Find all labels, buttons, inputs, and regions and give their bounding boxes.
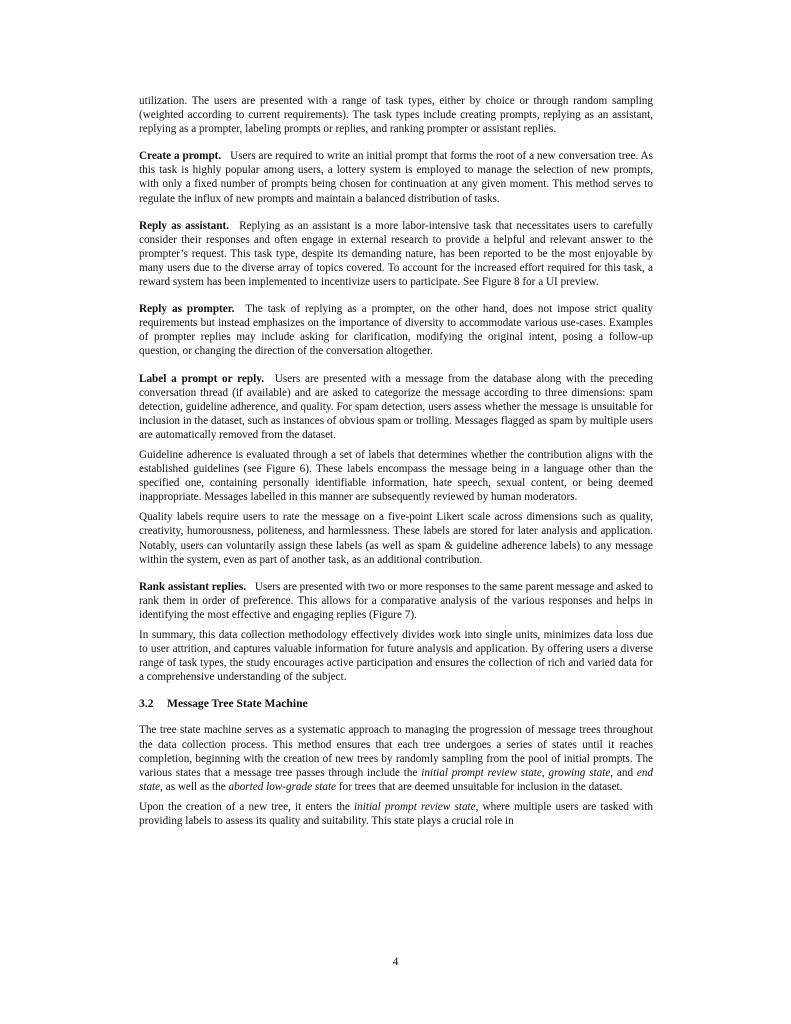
create-prompt-title: Create a prompt. xyxy=(139,150,222,163)
intro-paragraph: utilization. The users are presented with a range of task types, either by choice or through random sampling (weighted according to current requirements). The task types include creating prompts, replying as an assistant, replying as a prompter, labeling prompts or replies, and ranking prompter or assistant replies. xyxy=(139,95,653,136)
rank-paragraph xyxy=(139,580,653,622)
section-heading xyxy=(139,697,653,711)
state-machine-paragraph xyxy=(139,723,653,793)
sm-sep: , xyxy=(541,766,549,779)
rank-title: Rank assistant replies. xyxy=(139,580,247,593)
rank-text: Users are presented with two or more responses to the same parent message and asked to rank them in order of preference. This allows for a comparative analysis of the various responses and helps in identifying the most effective and engaging replies (Figure 7). xyxy=(139,580,653,621)
page-number: 4 xyxy=(392,956,399,968)
sm-p2-end: , where multiple users are tasked with providing labels to assess its quality and suitability. This state plays a crucial role in xyxy=(139,800,653,828)
section-number: 3.2 xyxy=(139,697,154,711)
label-text: Users are presented with a message from the database along with the preceding conversation thread (if available) and are asked to categorize the message according to three dimensions: spam detection, guideline adherence, and quality. For spam detection, users assess whether the message is unsuitable for inclusion in the dataset, such as instances of obvious spam or trolling. Messages flagged as spam by multiple users are automatically removed from the dataset. xyxy=(139,372,654,441)
sm-sep: , as well as the xyxy=(160,780,229,793)
sm-state-aborted: aborted low-grade state xyxy=(228,780,337,793)
reply-assistant-text: Replying as an assistant is a more labor-intensive task that necessitates users to carefully consider their responses and often engage in external research to provide a helpful and relevant answer to the prompter’s request. This task type, despite its demanding nature, has been reported to be the most enjoyable by many users due to the diverse array of topics covered. To account for the increased effort required for this task, a reward system has been implemented to incentivize users to participate. See Figure 8 for a UI preview. xyxy=(139,219,654,289)
sm-p1-end: for trees that are deemed unsuitable for inclusion in the dataset. xyxy=(336,780,623,793)
sm-p2-state: initial prompt review state xyxy=(354,800,476,813)
reply-prompter-title: Reply as prompter. xyxy=(139,303,235,316)
reply-prompter-text: The task of replying as a prompter, on the other hand, does not impose strict quality requirements but instead emphasizes on the importance of diversity to accommodate various use-cases. Examples of prompter replies may include asking for clarification, modifying the original intent, posing a follow-up question, or changing the direction of the conversation altogether. xyxy=(139,303,653,358)
paper-page-body xyxy=(139,94,653,834)
reply-assistant-paragraph xyxy=(139,219,653,289)
label-paragraph xyxy=(139,372,653,442)
reply-prompter-paragraph xyxy=(139,302,653,358)
create-prompt-paragraph xyxy=(139,149,653,205)
sm-p2-start: Upon the creation of a new tree, it enters the xyxy=(139,800,355,813)
reply-assistant-title: Reply as assistant. xyxy=(139,219,230,232)
create-prompt-text: Users are required to write an initial prompt that forms the root of a new conversation tree. As this task is highly popular among users, a lottery system is employed to manage the selection of new prompts, with only a fixed number of prompts being chosen for continuation at any given moment. This method serves to regulate the influx of new prompts and maintain a balanced distribution of tasks. xyxy=(139,150,653,205)
sm-state-initial-review: initial prompt review state xyxy=(421,766,542,779)
sm-p1-start: The tree state machine serves as a systematic approach to managing the progression of message trees throughout the data collection process. This method ensures that each tree undergoes a series of states until it reaches completion, beginning with the creation of new trees by randomly sampling from the pool of initial prompts. The various states that a message tree passes through include the xyxy=(139,724,653,779)
guideline-paragraph: Guideline adherence is evaluated through a set of labels that determines whether the contribution aligns with the established guidelines (see Figure 6). These labels encompass the message being in a language other than the specified one, containing personally identifiable information, hate speech, sexual content, or being deemed inappropriate. Messages labelled in this manner are subsequently reviewed by human moderators. xyxy=(139,448,653,504)
label-title: Label a prompt or reply. xyxy=(139,372,264,385)
sm-state-growing: growing state xyxy=(548,766,611,779)
sm-sep: , and xyxy=(610,766,637,779)
sm-state-end: end state xyxy=(139,766,654,793)
quality-paragraph: Quality labels require users to rate the message on a five-point Likert scale across dimensions such as quality, creativity, humorousness, politeness, and harmlessness. These labels are stored for later analysis and application. Notably, users can voluntarily assign these labels (as well as spam & guideline adherence labels) to any message within the system, even as part of another task, as an additional contribution. xyxy=(139,511,653,566)
summary-paragraph: In summary, this data collection methodology effectively divides work into single units, minimizes data loss due to user attrition, and captures valuable information for future analysis and application. By offering users a diverse range of task types, the study encourages active participation and ensures the collection of rich and varied data for a comprehensive understanding of the subject. xyxy=(139,629,653,684)
tree-creation-paragraph xyxy=(139,800,653,828)
section-title: Message Tree State Machine xyxy=(167,697,308,711)
